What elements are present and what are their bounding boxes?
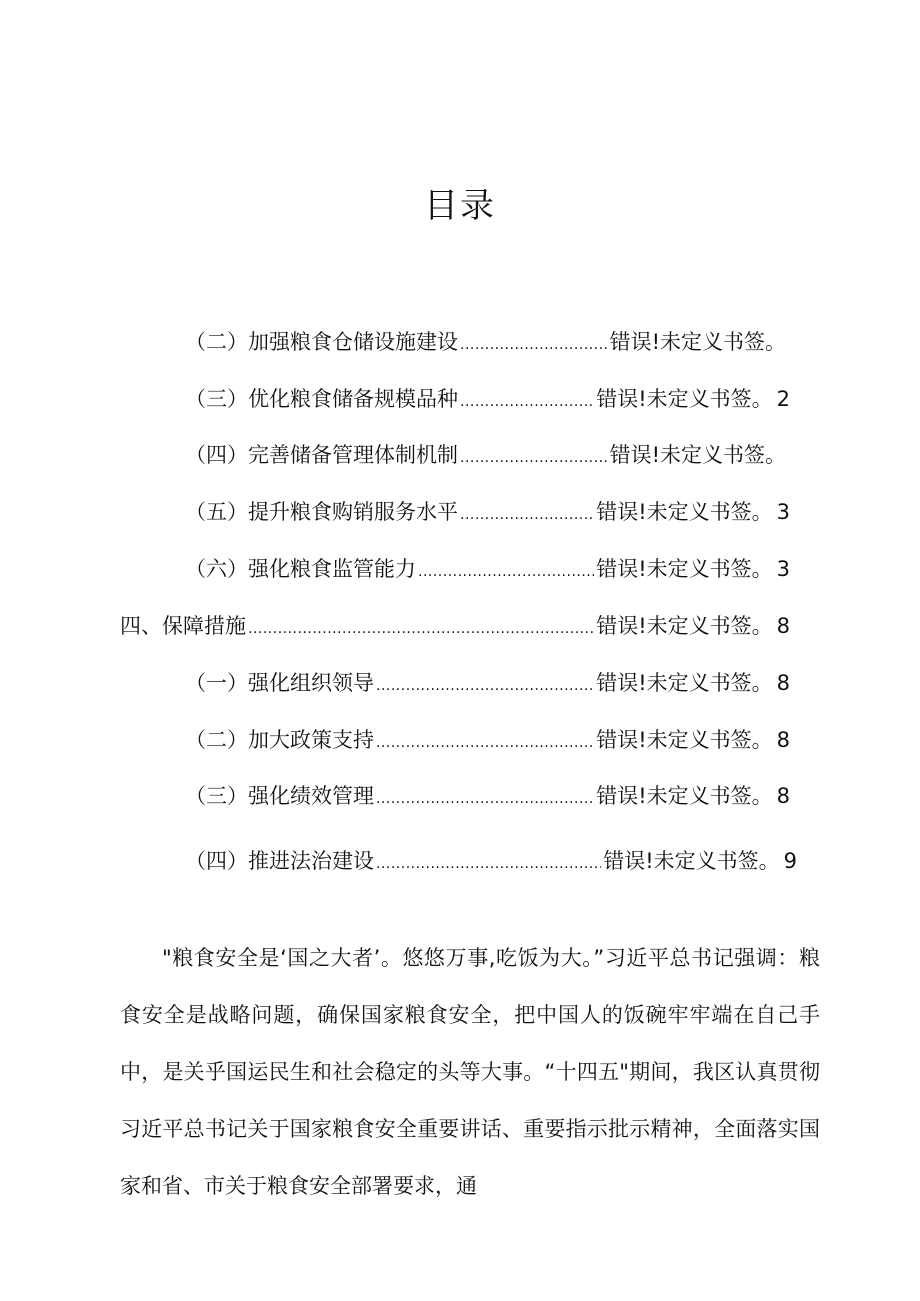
toc-entry-page: 3: [776, 500, 790, 524]
toc-entry-ref: 错误!未定义书签。: [596, 671, 773, 695]
toc-entry-page: 8: [776, 671, 790, 695]
toc-leader-dots: [460, 337, 608, 353]
toc-entry[interactable]: [185, 553, 790, 583]
toc-entry-label: （二）加大政策支持: [185, 728, 374, 752]
toc-entry[interactable]: [185, 667, 790, 697]
toc-leader-dots: [248, 621, 594, 637]
toc-entry[interactable]: [185, 383, 790, 413]
toc-entry-label: （六）强化粮食监管能力: [185, 557, 416, 581]
body-paragraph: "粮食安全是‘国之大者’。悠悠万事,吃饭为大。”习近平总书记强调：粮食安全是战略问题，确保国家粮食安全，把中国人的饭碗牢牢端在自己手中，是关乎国运民生和社会稳定的头等大事。“十四五"期间，我区认真贯彻习近平总书记关于国家粮食安全重要讲话、重要指示批示精神，全面落实国家和省、市关于粮食安全部署要求，通: [120, 946, 820, 1198]
toc-entry-ref: 错误!未定义书签。: [603, 849, 780, 873]
toc-entry-label: （一）强化组织领导: [185, 671, 374, 695]
toc-entry-ref: 错误!未定义书签。: [596, 728, 773, 752]
toc-entry-label: （四）推进法治建设: [185, 849, 374, 873]
toc-leader-dots: [376, 856, 601, 872]
toc-entry-label: （四）完善储备管理体制机制: [185, 443, 458, 467]
toc-leader-dots: [418, 564, 594, 580]
toc-entry-ref: 错误!未定义书签。: [609, 330, 786, 354]
toc-entry-label: （二）加强粮食仓储设施建设: [185, 330, 458, 354]
toc-entry-ref: 错误!未定义书签。: [596, 557, 773, 581]
toc-entry-label: （五）提升粮食购销服务水平: [185, 500, 458, 524]
toc-entry-page: 9: [783, 849, 797, 873]
toc-entry-ref: 错误!未定义书签。: [596, 500, 773, 524]
toc-entry[interactable]: [185, 845, 797, 875]
toc-leader-dots: [376, 678, 594, 694]
toc-leader-dots: [460, 394, 594, 410]
toc-entry[interactable]: [120, 610, 790, 640]
toc-leader-dots: [376, 791, 594, 807]
toc-leader-dots: [460, 450, 608, 466]
toc-entry-page: 2: [776, 387, 790, 411]
toc-leader-dots: [460, 507, 594, 523]
toc-entry-label: （三）强化绩效管理: [185, 784, 374, 808]
toc-entry-page: 8: [776, 728, 790, 752]
toc-entry-page: 8: [776, 784, 790, 808]
toc-title: 目录: [424, 186, 496, 226]
toc-entry-ref: 错误!未定义书签。: [596, 614, 773, 638]
toc-entry-label: 四、保障措施: [120, 614, 246, 638]
toc-entry-ref: 错误!未定义书签。: [596, 784, 773, 808]
toc-entry[interactable]: [185, 496, 790, 526]
toc-entry-page: 3: [776, 557, 790, 581]
toc-entry-label: （三）优化粮食储备规模品种: [185, 387, 458, 411]
toc-entry-ref: 错误!未定义书签。: [596, 387, 773, 411]
toc-entry-ref: 错误!未定义书签。: [609, 443, 786, 467]
toc-entry[interactable]: [185, 724, 790, 754]
toc-entry[interactable]: [185, 326, 790, 356]
toc-entry-page: 8: [776, 614, 790, 638]
toc-entry[interactable]: [185, 780, 790, 810]
toc-leader-dots: [376, 735, 594, 751]
toc-entry[interactable]: [185, 439, 790, 469]
